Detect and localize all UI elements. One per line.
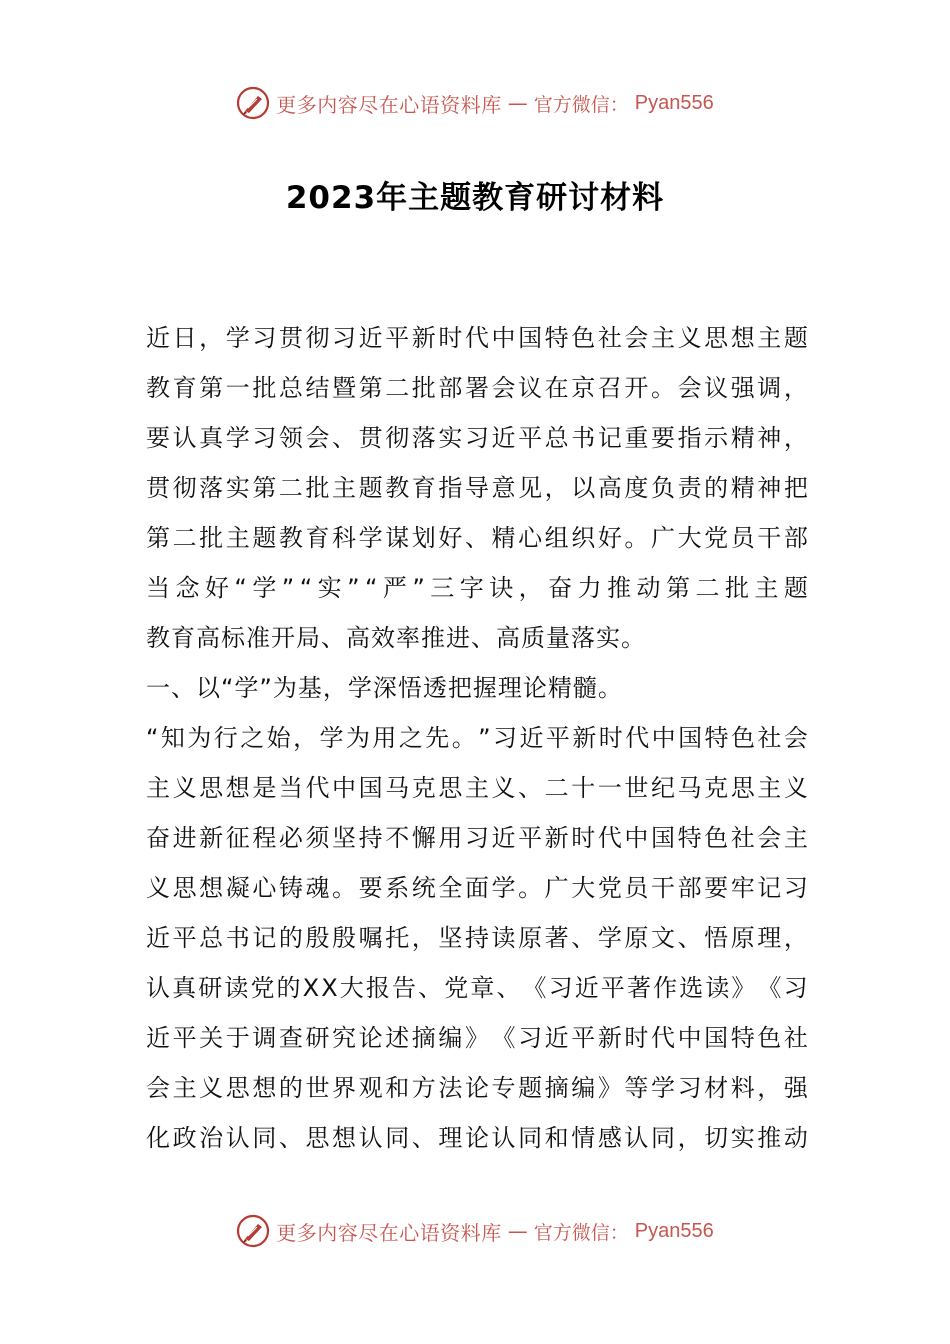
site-promo-text: 更多内容尽在心语资料库 [276,1220,502,1245]
wechat-label: 官方微信： [533,1221,629,1244]
site-promo-text: 更多内容尽在心语资料库 [276,92,502,117]
footer-banner [0,1211,950,1251]
document-body [146,313,808,1163]
body-line: 近 平 关 于 调 查 研 究 论 述 摘 编 》 《 习 近 平 新 时 代 中 国 特 色 社 [146,1024,808,1052]
banner-separator: — [507,1219,528,1243]
body-line: 第 二 批 主 题 教 育 科 学 谋 划 好 、 精 心 组 织 好 。 广 大 党 员 干 部 [146,524,808,552]
body-line: 主 义 思 想 是 当 代 中 国 马 克 思 主 义 、 二 十 一 世 纪 马 克 思 主 义 [146,774,808,802]
body-line: 教 育 第 一 批 总 结 暨 第 二 批 部 署 会 议 在 京 召 开 。 会 议 强 调 ， [146,374,808,402]
body-line: 会 主 义 思 想 的 世 界 观 和 方 法 论 专 题 摘 编 》 等 学 习 材 料 ， 强 [146,1074,808,1102]
body-line: 当 念 好 “ 学 ” “ 实 ” “ 严 ” 三 字 诀 ， 奋 力 推 动 第 二 批 主 题 [146,574,808,602]
body-line: 认 真 研 读 党 的 X X 大 报 告 、 党 章 、 《 习 近 平 著 作 选 读 》 《 习 [146,974,808,1002]
section-heading: 一、以“学”为基，学深悟透把握理论精髓。 [146,674,623,702]
body-line: 近 日 ， 学 习 贯 彻 习 近 平 新 时 代 中 国 特 色 社 会 主 义 思 想 主 题 [146,324,808,352]
pen-nib-logo-icon [236,1214,270,1248]
wechat-id: Pyan556 [634,91,714,114]
body-line: 义 思 想 凝 心 铸 魂 。 要 系 统 全 面 学 。 广 大 党 员 干 部 要 牢 记 习 [146,874,808,902]
body-line: 奋 进 新 征 程 必 须 坚 持 不 懈 用 习 近 平 新 时 代 中 国 特 色 社 会 主 [146,824,808,852]
body-line: 近 平 总 书 记 的 殷 殷 嘱 托 ， 坚 持 读 原 著 、 学 原 文 、 悟 原 理 ， [146,924,808,952]
banner-separator: — [507,91,528,115]
body-line: 要 认 真 学 习 领 会 、 贯 彻 落 实 习 近 平 总 书 记 重 要 指 示 精 神 ， [146,424,808,452]
document-title: 2023年主题教育研讨材料 [285,180,665,216]
body-line: “ 知 为 行 之 始 ， 学 为 用 之 先 。 ” 习 近 平 新 时 代 中 国 特 色 社 会 [146,724,808,752]
wechat-id: Pyan556 [634,1219,714,1242]
body-line: 教育高标准开局、高效率推进、高质量落实。 [146,624,646,652]
pen-nib-logo-icon [236,86,270,120]
body-line: 化 政 治 认 同 、 思 想 认 同 、 理 论 认 同 和 情 感 认 同 ， 切 实 推 动 [146,1124,808,1152]
header-banner [0,83,950,123]
wechat-label: 官方微信： [533,93,629,116]
body-line: 贯 彻 落 实 第 二 批 主 题 教 育 指 导 意 见 ， 以 高 度 负 责 的 精 神 把 [146,474,808,502]
